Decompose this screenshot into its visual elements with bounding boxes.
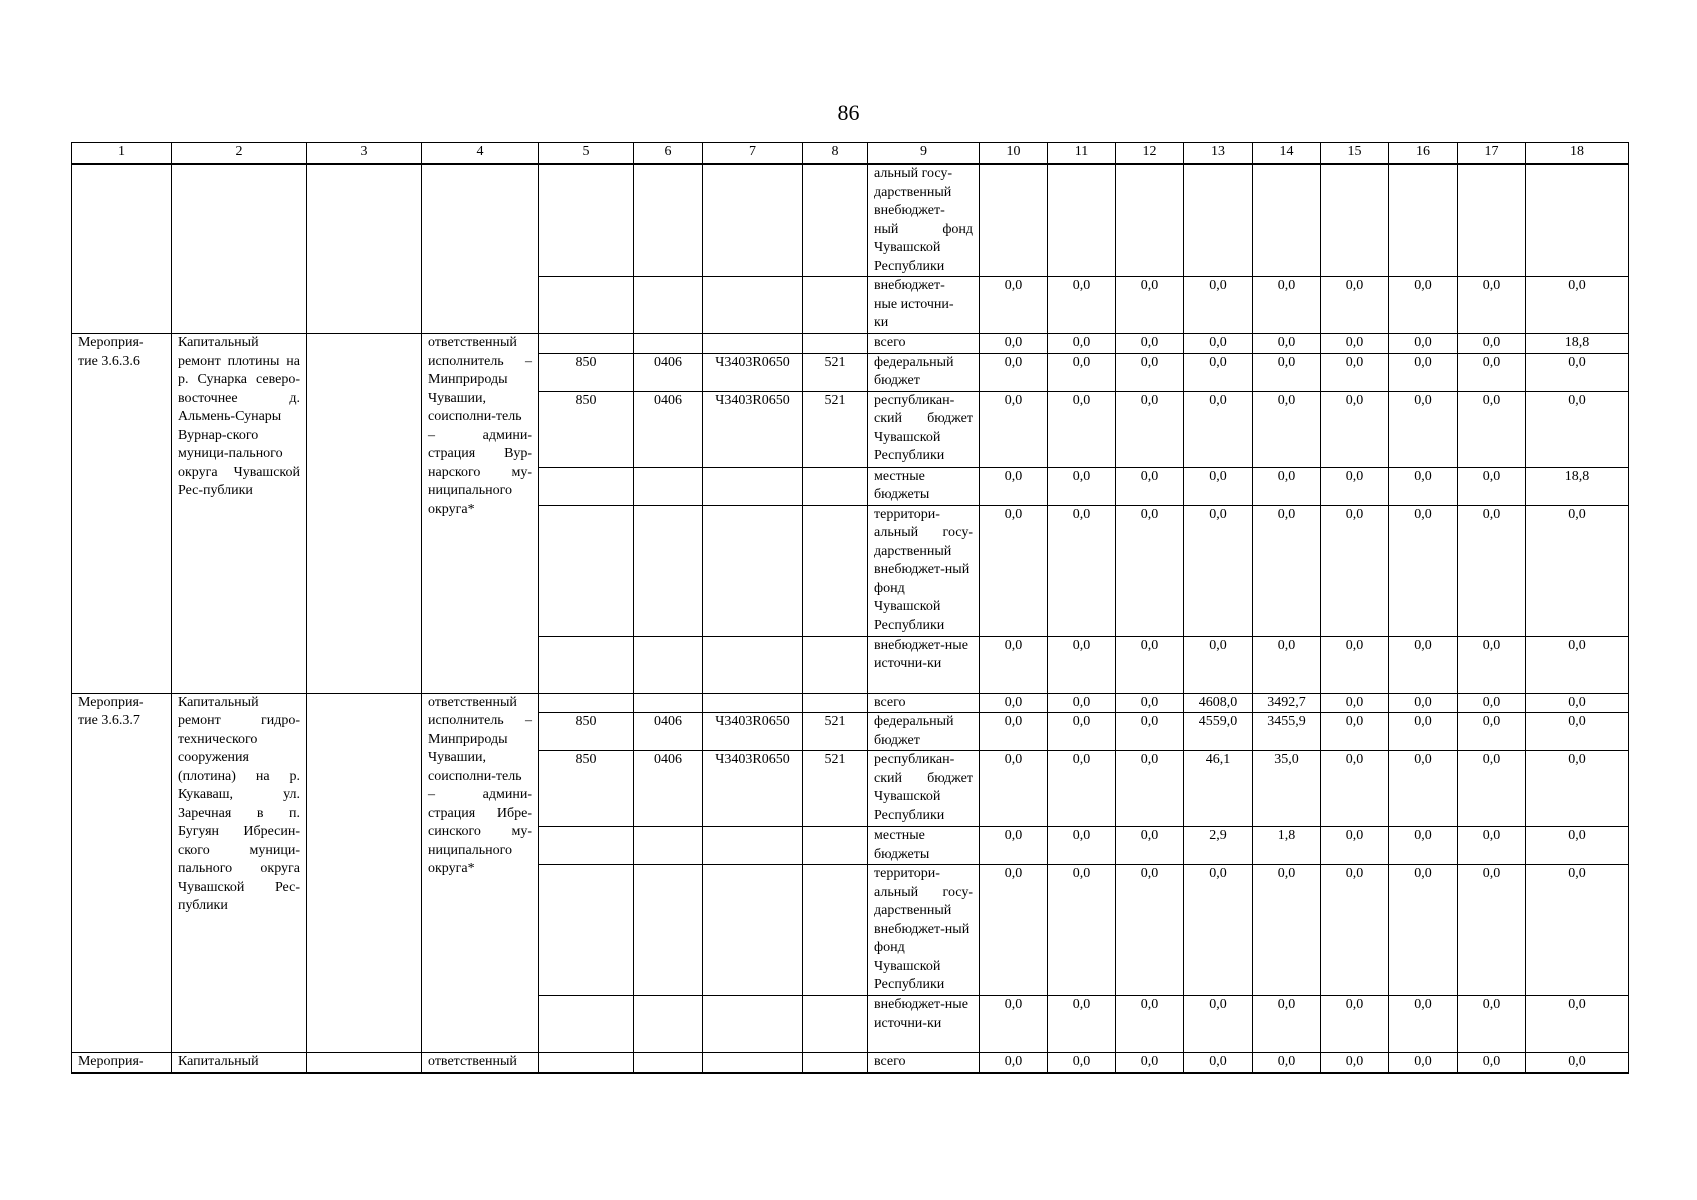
funding-source: всего [868, 334, 980, 354]
amount-cell: 0,0 [1458, 827, 1526, 865]
amount-cell: 0,0 [1458, 505, 1526, 636]
code-section [634, 996, 703, 1053]
column-header-1: 1 [72, 143, 172, 165]
code-target-article [703, 865, 803, 996]
amount-cell: 0,0 [980, 713, 1048, 751]
amount-cell [1458, 164, 1526, 277]
empty-cell [307, 1053, 422, 1073]
amount-cell: 1,8 [1253, 827, 1321, 865]
amount-cell: 18,8 [1526, 334, 1629, 354]
code-expense-type [803, 636, 868, 693]
amount-cell: 0,0 [1184, 334, 1253, 354]
column-header-3: 3 [307, 143, 422, 165]
amount-cell: 0,0 [980, 334, 1048, 354]
amount-cell: 0,0 [1526, 751, 1629, 827]
column-header-5: 5 [539, 143, 634, 165]
funding-source: местные бюджеты [868, 467, 980, 505]
code-expense-type [803, 1053, 868, 1073]
amount-cell: 0,0 [1321, 391, 1389, 467]
amount-cell: 0,0 [980, 467, 1048, 505]
amount-cell: 0,0 [1321, 505, 1389, 636]
amount-cell: 0,0 [1458, 1053, 1526, 1073]
measure-label: Мероприя- тие 3.6.3.7 [72, 693, 172, 1053]
amount-cell [1253, 164, 1321, 277]
amount-cell: 0,0 [1048, 693, 1116, 713]
code-target-article [703, 467, 803, 505]
amount-cell: 0,0 [1321, 467, 1389, 505]
amount-cell: 46,1 [1184, 751, 1253, 827]
amount-cell: 0,0 [1253, 353, 1321, 391]
funding-source: федеральный бюджет [868, 353, 980, 391]
code-expense-type [803, 827, 868, 865]
amount-cell: 0,0 [1048, 391, 1116, 467]
empty-cell [307, 164, 422, 334]
column-header-10: 10 [980, 143, 1048, 165]
column-header-18: 18 [1526, 143, 1629, 165]
column-header-15: 15 [1321, 143, 1389, 165]
amount-cell: 0,0 [1184, 467, 1253, 505]
amount-cell: 0,0 [980, 277, 1048, 334]
amount-cell: 0,0 [1048, 505, 1116, 636]
amount-cell: 0,0 [980, 1053, 1048, 1073]
funding-source: территори-альный госу-дарственный внебюджет-ный фонд Чувашской Республики [868, 865, 980, 996]
amount-cell: 0,0 [1116, 827, 1184, 865]
funding-source: альный госу- дарственный внебюджет- ный фонд Чувашской Республики [868, 164, 980, 277]
amount-cell: 0,0 [1048, 277, 1116, 334]
page-number: 86 [837, 100, 860, 125]
code-grbs [539, 693, 634, 713]
amount-cell: 18,8 [1526, 467, 1629, 505]
amount-cell: 0,0 [1116, 334, 1184, 354]
code-grbs [539, 334, 634, 354]
measure-title: Капитальный [172, 1053, 307, 1073]
amount-cell: 3492,7 [1253, 693, 1321, 713]
empty-cell [539, 277, 634, 334]
code-section: 0406 [634, 751, 703, 827]
amount-cell: 0,0 [1389, 827, 1458, 865]
code-expense-type [803, 334, 868, 354]
amount-cell [1048, 164, 1116, 277]
code-section: 0406 [634, 713, 703, 751]
code-expense-type: 521 [803, 353, 868, 391]
column-header-6: 6 [634, 143, 703, 165]
code-expense-type: 521 [803, 751, 868, 827]
amount-cell: 4608,0 [1184, 693, 1253, 713]
amount-cell: 0,0 [980, 865, 1048, 996]
amount-cell: 0,0 [1458, 996, 1526, 1053]
amount-cell: 0,0 [1458, 353, 1526, 391]
code-expense-type [803, 693, 868, 713]
empty-cell [539, 164, 634, 277]
amount-cell: 0,0 [980, 505, 1048, 636]
funding-source: всего [868, 1053, 980, 1073]
amount-cell: 0,0 [1526, 1053, 1629, 1073]
amount-cell: 0,0 [1526, 636, 1629, 693]
amount-cell: 0,0 [980, 353, 1048, 391]
amount-cell: 0,0 [1526, 827, 1629, 865]
code-expense-type [803, 865, 868, 996]
column-header-16: 16 [1389, 143, 1458, 165]
funding-source: всего [868, 693, 980, 713]
amount-cell: 0,0 [1116, 277, 1184, 334]
column-header-8: 8 [803, 143, 868, 165]
amount-cell: 0,0 [1526, 505, 1629, 636]
amount-cell: 0,0 [1116, 467, 1184, 505]
amount-cell: 35,0 [1253, 751, 1321, 827]
measure-label: Мероприя- тие 3.6.3.6 [72, 334, 172, 694]
amount-cell: 0,0 [1048, 713, 1116, 751]
empty-cell [703, 277, 803, 334]
code-expense-type [803, 996, 868, 1053]
code-grbs [539, 505, 634, 636]
amount-cell: 0,0 [1048, 353, 1116, 391]
funding-source: республикан-ский бюджет Чувашской Республики [868, 391, 980, 467]
amount-cell: 0,0 [980, 391, 1048, 467]
amount-cell: 0,0 [980, 996, 1048, 1053]
code-grbs: 850 [539, 751, 634, 827]
funding-source: внебюджет-ные источни-ки [868, 636, 980, 693]
amount-cell [1184, 164, 1253, 277]
empty-cell [703, 164, 803, 277]
amount-cell: 0,0 [1116, 751, 1184, 827]
amount-cell: 0,0 [1253, 865, 1321, 996]
code-grbs: 850 [539, 391, 634, 467]
funding-source: внебюджет- ные источни- ки [868, 277, 980, 334]
empty-cell [803, 164, 868, 277]
column-header-14: 14 [1253, 143, 1321, 165]
amount-cell: 0,0 [1253, 505, 1321, 636]
amount-cell: 0,0 [1116, 865, 1184, 996]
amount-cell: 0,0 [1048, 636, 1116, 693]
amount-cell: 0,0 [1321, 693, 1389, 713]
column-header-17: 17 [1458, 143, 1526, 165]
code-grbs [539, 1053, 634, 1073]
code-section: 0406 [634, 353, 703, 391]
funding-source: федеральный бюджет [868, 713, 980, 751]
amount-cell: 0,0 [1458, 467, 1526, 505]
amount-cell [1389, 164, 1458, 277]
amount-cell: 0,0 [1116, 636, 1184, 693]
amount-cell: 0,0 [1116, 1053, 1184, 1073]
amount-cell: 0,0 [980, 636, 1048, 693]
amount-cell: 0,0 [1389, 713, 1458, 751]
amount-cell: 0,0 [1253, 996, 1321, 1053]
amount-cell: 0,0 [1184, 277, 1253, 334]
column-header-7: 7 [703, 143, 803, 165]
amount-cell: 0,0 [980, 751, 1048, 827]
amount-cell: 0,0 [1321, 636, 1389, 693]
amount-cell: 0,0 [1184, 391, 1253, 467]
funding-source: республикан-ский бюджет Чувашской Республики [868, 751, 980, 827]
empty-cell [422, 164, 539, 334]
amount-cell: 0,0 [1184, 636, 1253, 693]
amount-cell: 0,0 [1458, 751, 1526, 827]
code-grbs [539, 467, 634, 505]
amount-cell: 0,0 [1526, 693, 1629, 713]
amount-cell: 0,0 [1116, 693, 1184, 713]
funding-source: территори-альный госу-дарственный внебюджет-ный фонд Чувашской Республики [868, 505, 980, 636]
amount-cell: 0,0 [1458, 693, 1526, 713]
amount-cell: 0,0 [1184, 996, 1253, 1053]
amount-cell: 0,0 [1458, 334, 1526, 354]
amount-cell: 0,0 [1458, 713, 1526, 751]
funding-source: местные бюджеты [868, 827, 980, 865]
code-grbs: 850 [539, 713, 634, 751]
amount-cell: 0,0 [1048, 467, 1116, 505]
amount-cell: 0,0 [1321, 865, 1389, 996]
amount-cell: 0,0 [1389, 353, 1458, 391]
amount-cell: 0,0 [1526, 996, 1629, 1053]
amount-cell: 0,0 [1253, 467, 1321, 505]
amount-cell: 0,0 [1048, 1053, 1116, 1073]
code-target-article: Ч3403R0650 [703, 353, 803, 391]
amount-cell: 0,0 [1321, 277, 1389, 334]
amount-cell: 0,0 [1184, 1053, 1253, 1073]
empty-cell [72, 164, 172, 334]
column-header-4: 4 [422, 143, 539, 165]
amount-cell: 0,0 [1389, 865, 1458, 996]
code-grbs [539, 827, 634, 865]
empty-cell [803, 277, 868, 334]
amount-cell: 2,9 [1184, 827, 1253, 865]
amount-cell: 0,0 [1048, 996, 1116, 1053]
code-section [634, 334, 703, 354]
column-header-13: 13 [1184, 143, 1253, 165]
amount-cell [1526, 164, 1629, 277]
amount-cell: 0,0 [1526, 713, 1629, 751]
amount-cell: 0,0 [1253, 636, 1321, 693]
amount-cell: 0,0 [1458, 865, 1526, 996]
amount-cell: 0,0 [1321, 353, 1389, 391]
amount-cell: 0,0 [1116, 391, 1184, 467]
code-grbs [539, 636, 634, 693]
code-expense-type: 521 [803, 713, 868, 751]
empty-cell [307, 334, 422, 694]
amount-cell: 0,0 [1253, 1053, 1321, 1073]
code-target-article [703, 693, 803, 713]
amount-cell: 0,0 [1389, 751, 1458, 827]
amount-cell: 0,0 [1321, 713, 1389, 751]
amount-cell: 0,0 [1253, 277, 1321, 334]
code-grbs [539, 996, 634, 1053]
code-target-article: Ч3403R0650 [703, 751, 803, 827]
amount-cell: 0,0 [1116, 996, 1184, 1053]
table-row [72, 164, 1629, 277]
amount-cell: 0,0 [1321, 751, 1389, 827]
code-target-article [703, 636, 803, 693]
column-header-2: 2 [172, 143, 307, 165]
amount-cell: 0,0 [1389, 334, 1458, 354]
column-header-12: 12 [1116, 143, 1184, 165]
amount-cell: 0,0 [1389, 693, 1458, 713]
table-row [72, 1053, 1629, 1073]
amount-cell [980, 164, 1048, 277]
code-grbs [539, 865, 634, 996]
empty-cell [634, 277, 703, 334]
table-row [72, 693, 1629, 713]
amount-cell: 0,0 [980, 693, 1048, 713]
amount-cell: 0,0 [1389, 636, 1458, 693]
code-section: 0406 [634, 391, 703, 467]
amount-cell: 0,0 [1389, 996, 1458, 1053]
code-expense-type [803, 467, 868, 505]
amount-cell: 4559,0 [1184, 713, 1253, 751]
column-header-11: 11 [1048, 143, 1116, 165]
amount-cell: 0,0 [1526, 391, 1629, 467]
amount-cell [1116, 164, 1184, 277]
code-section [634, 1053, 703, 1073]
amount-cell: 0,0 [1389, 467, 1458, 505]
amount-cell: 0,0 [1458, 636, 1526, 693]
code-grbs: 850 [539, 353, 634, 391]
amount-cell: 0,0 [1116, 713, 1184, 751]
empty-cell [634, 164, 703, 277]
amount-cell: 0,0 [1458, 391, 1526, 467]
amount-cell: 0,0 [1048, 827, 1116, 865]
code-target-article [703, 996, 803, 1053]
table-header-row [72, 143, 1629, 165]
budget-table [71, 142, 1629, 1074]
amount-cell: 0,0 [1389, 277, 1458, 334]
column-header-9: 9 [868, 143, 980, 165]
code-target-article: Ч3403R0650 [703, 391, 803, 467]
amount-cell: 0,0 [1048, 751, 1116, 827]
executor-cell: ответственный исполнитель – Минприроды Чувашии, соисполни-тель – админи-страция Ибре-синского му-ниципального округа* [422, 693, 539, 1053]
amount-cell: 0,0 [1048, 865, 1116, 996]
amount-cell: 0,0 [1321, 334, 1389, 354]
amount-cell: 0,0 [1116, 505, 1184, 636]
amount-cell: 3455,9 [1253, 713, 1321, 751]
code-target-article [703, 1053, 803, 1073]
empty-cell [172, 164, 307, 334]
empty-cell [307, 693, 422, 1053]
code-section [634, 467, 703, 505]
code-target-article [703, 827, 803, 865]
measure-title: Капитальный ремонт плотины на р. Сунарка северо-восточнее д. Альмень-Сунары Вурнар-ского муници-пального округа Чувашской Рес-публики [172, 334, 307, 694]
code-expense-type [803, 505, 868, 636]
executor-cell: ответственный [422, 1053, 539, 1073]
amount-cell: 0,0 [1321, 827, 1389, 865]
amount-cell: 0,0 [1184, 353, 1253, 391]
amount-cell: 0,0 [1389, 1053, 1458, 1073]
code-section [634, 636, 703, 693]
amount-cell: 0,0 [1526, 865, 1629, 996]
amount-cell: 0,0 [1526, 277, 1629, 334]
executor-cell: ответственный исполнитель – Минприроды Чувашии, соисполни-тель – админи-страция Вур-нарского му-ниципального округа* [422, 334, 539, 694]
code-target-article [703, 334, 803, 354]
code-section [634, 865, 703, 996]
amount-cell: 0,0 [1389, 505, 1458, 636]
amount-cell: 0,0 [1321, 1053, 1389, 1073]
code-target-article: Ч3403R0650 [703, 713, 803, 751]
amount-cell: 0,0 [980, 827, 1048, 865]
code-section [634, 827, 703, 865]
amount-cell: 0,0 [1116, 353, 1184, 391]
amount-cell: 0,0 [1253, 334, 1321, 354]
amount-cell: 0,0 [1458, 277, 1526, 334]
code-target-article [703, 505, 803, 636]
code-section [634, 693, 703, 713]
amount-cell: 0,0 [1389, 391, 1458, 467]
measure-title: Капитальный ремонт гидро-технического сооружения (плотина) на р. Кукаваш, ул. Заречная в п. Бугуян Ибресин-ского муници-пального округа Чувашской Рес-публики [172, 693, 307, 1053]
amount-cell [1321, 164, 1389, 277]
table-row [72, 334, 1629, 354]
code-section [634, 505, 703, 636]
amount-cell: 0,0 [1048, 334, 1116, 354]
code-expense-type: 521 [803, 391, 868, 467]
amount-cell: 0,0 [1321, 996, 1389, 1053]
amount-cell: 0,0 [1184, 505, 1253, 636]
amount-cell: 0,0 [1184, 865, 1253, 996]
funding-source: внебюджет-ные источни-ки [868, 996, 980, 1053]
measure-label: Мероприя- [72, 1053, 172, 1073]
amount-cell: 0,0 [1253, 391, 1321, 467]
amount-cell: 0,0 [1526, 353, 1629, 391]
